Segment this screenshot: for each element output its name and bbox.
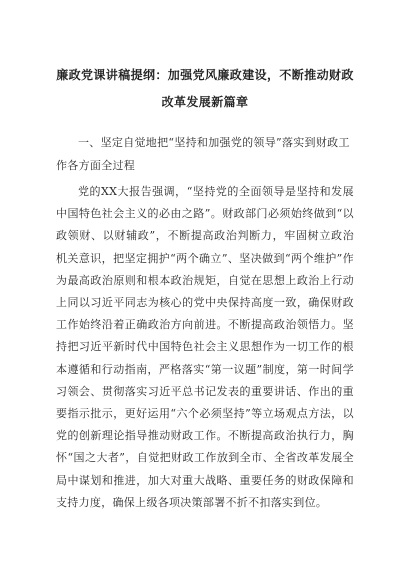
body-paragraph: 党的XX大报告强调，“坚持党的全面领导是坚持和发展中国特色社会主义的必由之路”。财政部门必须始终做到“以政领财、以财辅政”，不断提高政治判断力，牢固树立政治机关意识，把坚定拥护“两个确立”、坚决做到“两个维护”作为最高政治原则和根本政治规矩，自觉在思想上政治上行动上同以习近平同志为核心的党中央保持高度一致，确保财政工作始终沿着正确政治方向前进。不断提高政治领悟力。坚持把习近平新时代中国特色社会主义思想作为一切工作的根本遵循和行动指南，严格落实“第一议题”制度，第一时间学习领会、贯彻落实习近平总书记发表的重要讲话、作出的重要指示批示，更好运用“六个必须坚持”等立场观点方法，以党的创新理论指导推动财政工作。不断提高政治执行力，胸怀“国之大者”，自觉把财政工作放到全市、全省改革发展全局中谋划和推进，加大对重大战略、重要任务的财政保障和支持力度，确保上级各项决策部署不折不扣落实到位。 <box>56 185 354 509</box>
section-heading: 一、坚定自觉地把“坚持和加强党的领导”落实到财政工作各方面全过程 <box>56 136 350 172</box>
document-title: 廉政党课讲稿提纲：加强党风廉政建设，不断推动财政改革发展新篇章 <box>56 68 354 109</box>
